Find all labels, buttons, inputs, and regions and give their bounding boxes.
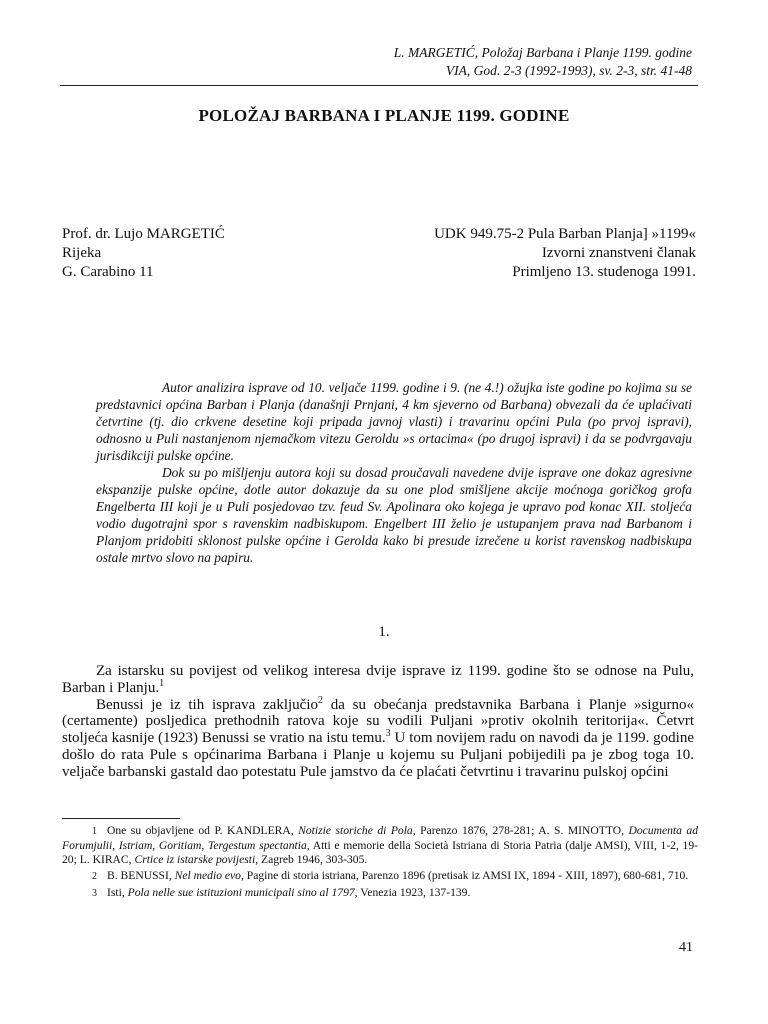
running-head-line-1: L. MARGETIĆ, Položaj Barbana i Planje 1199. godine [393, 45, 692, 60]
footnote-text: Pagine di storia istriana, Parenzo 1896 (pretisak iz AMSI IX, 1894 - XIII, 1897), 680-681, 710. [243, 869, 689, 882]
page-number: 41 [679, 940, 693, 955]
footnote-text: Isti, [107, 886, 128, 899]
footnote-3 [62, 886, 698, 901]
body-text [62, 663, 694, 781]
footnote-text: Parenzo 1876, 278-281; A. S. MINOTTO, [415, 824, 629, 837]
section-number: 1. [378, 624, 390, 640]
classification-block [434, 225, 696, 282]
footnote-ref-3[interactable]: 3 [385, 728, 391, 740]
footnote-text: B. BENUSSI, [107, 869, 175, 882]
author-block [62, 225, 225, 282]
footnote-title: Pola nelle sue istituzioni municipali sino al 1797, [127, 886, 358, 899]
running-head [394, 44, 692, 80]
footnote-number: 3 [92, 888, 97, 899]
footnote-title: Nel medio evo, [174, 869, 244, 882]
footnote-rule [62, 818, 180, 819]
abstract-paragraph-2: Dok su po mišljenju autora koji su dosad proučavali navedene dvije isprave one dokaz agresivne ekspanzije pulske općine, dotle autor dokazuje da su one plod smišljene akcije moćnoga goričkog grofa Engelberta III koji je u Puli posjedovao tzv. feud Sv. Apolinara oko kojega je upravo pod konac XII. stoljeća vodio dugotrajni spor s ravenskim nadbiskupom. Engelbert III želio je ustupanjem prava nad Barbanom i Planjom pridobiti sklonost pulske općine i Gerolda kako bi presude izrečene u korist ravenskog nadbiskupa ostale mrtvo slovo na papiru. [96, 465, 692, 565]
footnote-title: Crtice iz istarske povijesti, [134, 853, 259, 866]
footnote-number: 1 [92, 826, 97, 837]
footnote-text: Zagreb 1946, 303-305. [258, 853, 368, 866]
footnote-title: Notizie storiche di Pola, [298, 824, 416, 837]
footnote-text: One su objavljene od P. KANDLERA, [107, 824, 299, 837]
footnote-ref-1[interactable]: 1 [159, 677, 165, 689]
footnote-number: 2 [92, 871, 97, 882]
received-date: Primljeno 13. studenoga 1991. [512, 264, 696, 280]
article-type: Izvorni znanstveni članak [541, 245, 696, 261]
body-paragraph-2-text-c: U tom novijem radu on navodi da je 1199. godine došlo do rata Pule s općinarima Barbana i Planje u kojemu su Puljani pobijedili pa je zbog toga 10. veljače barbanski gastald dao potestatu Pule jamstvo da će plaćati četvrtinu i travarinu pulskoj općini [62, 730, 694, 780]
footnote-1 [62, 824, 698, 867]
footnote-ref-2[interactable]: 2 [318, 694, 323, 706]
author-street: G. Carabino 11 [62, 264, 154, 280]
body-paragraph-1-text: Za istarsku su povijest od velikog interesa dvije isprave iz 1199. godine što se odnose na Pulu, Barban i Planju. [62, 663, 694, 696]
body-paragraph-2-text-a: Benussi je iz tih isprava zaključio [96, 696, 318, 713]
footnotes [62, 824, 698, 903]
footnote-text: Venezia 1923, 137-139. [357, 886, 471, 899]
footnote-title: Documenta ad Forumjulii, Istriam, Goritiam, Tergestum spectantia, [62, 824, 698, 852]
body-paragraph-2-text-b: da su obećanja predstavnika Barbana i Planje »sigurno« (certamente) posljedica prethodnih ratova koje su vodili Puljani »protiv okolnih teritorija«. Četvrt stoljeća kasnije (1923) Benussi se vratio na istu temu. [62, 696, 695, 747]
header-rule [60, 85, 698, 86]
abstract-paragraph-1: Autor analizira isprave od 10. veljače 1199. godine i 9. (ne 4.!) ožujka iste godine po kojima su se predstavnici općina Barban i Planja (današnji Prnjani, 4 km sjeverno od Barbana) obvezali da će uplaćivati četvrtine (tj. dio crkvene desetine koji pripada javnoj vlasti) i travarinu općini Pula (po prvoj ispravi), odnosno u Puli nastanjenom njemačkom vitezu Geroldu »s ortacima« (po drugoj ispravi) i da se podvrgavaju jurisdikciji pulske općine. [96, 380, 692, 463]
author-name: Prof. dr. Lujo MARGETIĆ [62, 226, 225, 242]
footnote-text: Atti e memorie della Società Istriana di Storia Patria (dalje AMSI), VIII, 1-2, 19-20; L. KIRAC, [62, 839, 699, 866]
abstract [96, 379, 692, 566]
running-head-line-2: VIA, God. 2-3 (1992-1993), sv. 2-3, str. 41-48 [445, 63, 692, 78]
udk-code: UDK 949.75-2 Pula Barban Planja] »1199« [434, 226, 696, 242]
author-city: Rijeka [62, 245, 102, 261]
body-paragraph-2 [62, 694, 695, 781]
footnote-2 [62, 869, 698, 884]
article-title: POLOŽAJ BARBANA I PLANJE 1199. GODINE [198, 106, 570, 125]
body-paragraph-1 [62, 663, 694, 697]
